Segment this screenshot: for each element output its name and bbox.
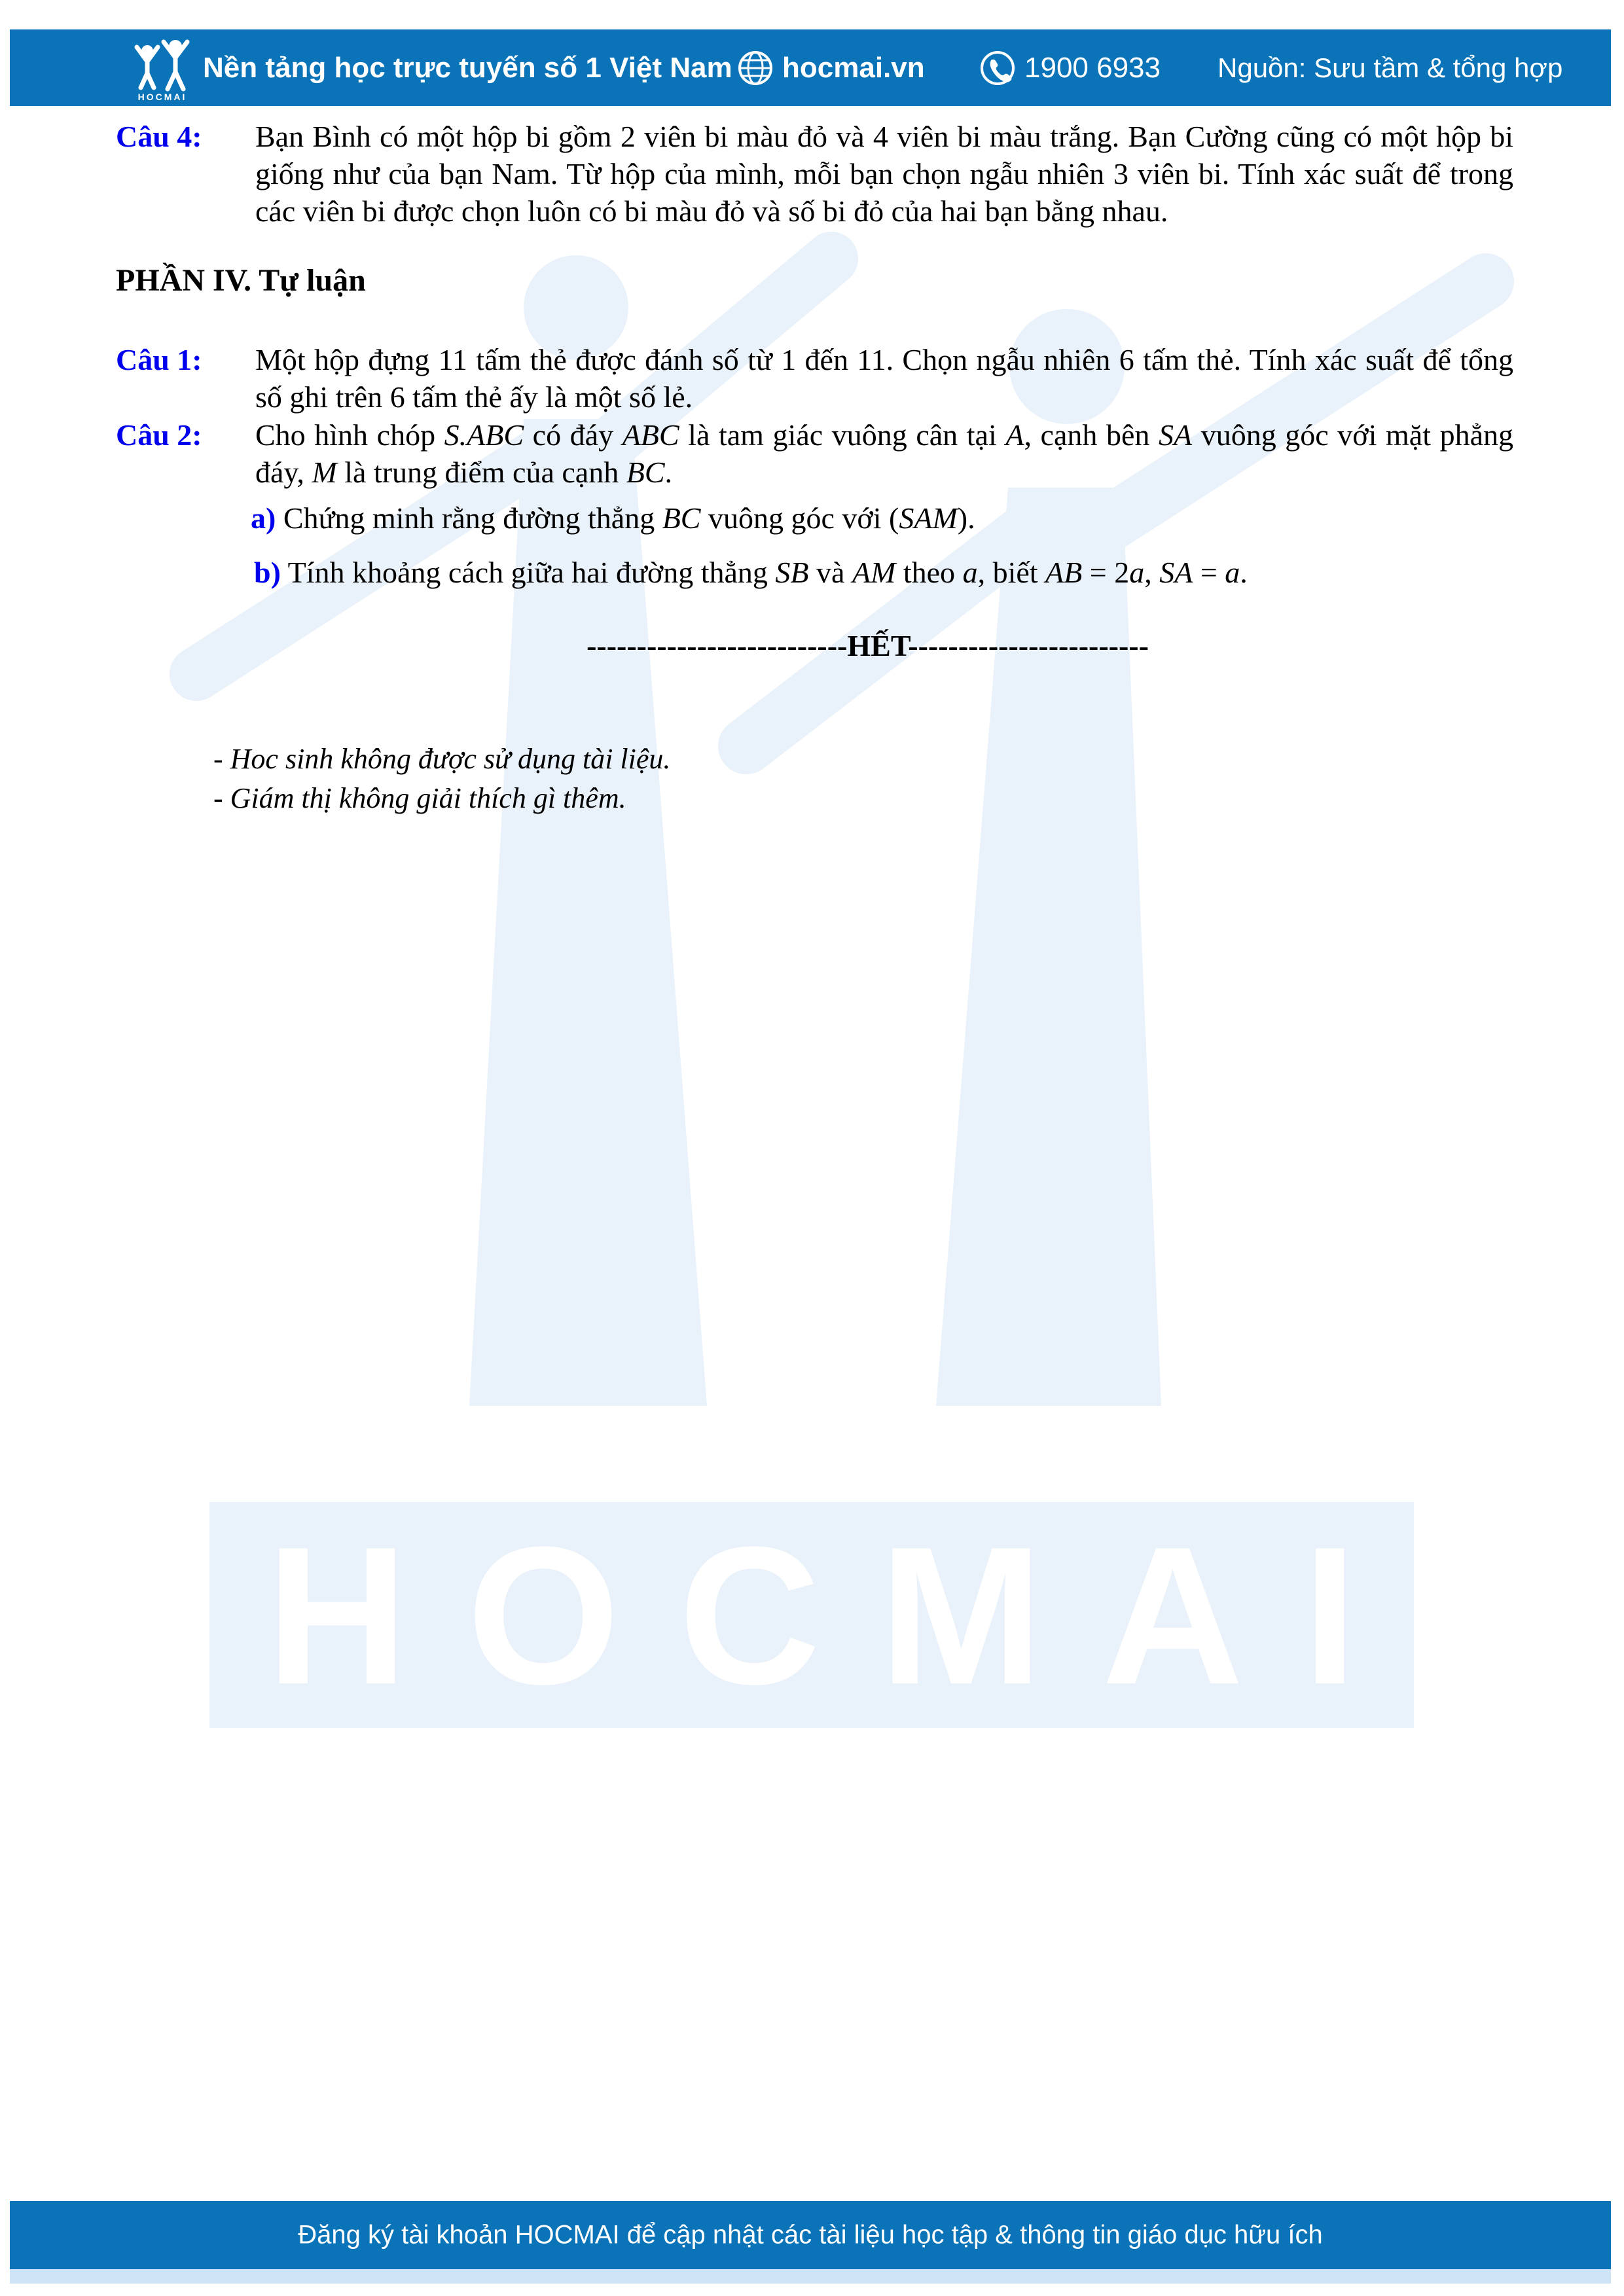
footer-accent-strip	[10, 2269, 1611, 2284]
footer-bar	[10, 2201, 1611, 2269]
note-no-materials: - Hoc sinh không được sử dụng tài liệu.	[213, 743, 671, 775]
header-bar	[10, 29, 1611, 106]
header-website: hocmai.vn	[782, 51, 925, 84]
cau2-part-b	[254, 554, 1248, 591]
footer-text: Đăng ký tài khoản HOCMAI để cập nhật các tài liệu học tập & thông tin giáo dục hữu ích	[298, 2220, 1323, 2250]
part-a-label: a)	[251, 501, 276, 535]
cau1-text: Một hộp đựng 11 tấm thẻ được đánh số từ 1 đến 11. Chọn ngẫu nhiên 6 tấm thẻ. Tính xác suất để tổng số ghi trên 6 tấm thẻ ấy là một số lẻ.	[255, 343, 1513, 414]
cau1-label: Câu 1:	[116, 343, 202, 376]
header-source: Nguồn: Sưu tầm & tổng hợp	[1218, 52, 1563, 83]
cau2-label: Câu 2:	[116, 418, 202, 452]
header-phone-number: 1900 6933	[1024, 51, 1161, 84]
phone-icon	[980, 50, 1015, 86]
svg-text:HOCMAI: HOCMAI	[137, 91, 187, 101]
cau4-label: Câu 4:	[116, 120, 202, 153]
hocmai-watermark-text: HOCMAI	[266, 1505, 1416, 1725]
part-b-text: Tính khoảng cách giữa hai đường thẳng SB và AM theo a, biết AB = 2a, SA = a.	[287, 556, 1248, 589]
hocmai-logo-icon	[124, 35, 203, 101]
cau2-part-a	[251, 499, 975, 537]
header-tagline: Nền tảng học trực tuyến số 1 Việt Nam	[203, 51, 732, 84]
note-no-explanation: - Giám thị không giải thích gì thêm.	[213, 782, 626, 814]
hocmai-watermark-box	[209, 1502, 1414, 1728]
section-heading: PHẦN IV. Tự luận	[116, 263, 366, 298]
cau4-text: Bạn Bình có một hộp bi gồm 2 viên bi màu đỏ và 4 viên bi màu trắng. Bạn Cường cũng có một hộp bi giống như của bạn Nam. Từ hộp của mình, mỗi bạn chọn ngẫu nhiên 3 viên bi. Tính xác suất để trong các viên bi được chọn luôn có bi màu đỏ và số bi đỏ của hai bạn bằng nhau.	[255, 120, 1513, 228]
part-b-label: b)	[254, 556, 281, 589]
end-marker: --------------------------HẾT------------------------	[586, 629, 1149, 662]
globe-icon	[738, 50, 773, 86]
part-a-text: Chứng minh rằng đường thẳng BC vuông góc với (SAM).	[283, 501, 975, 535]
cau2-intro: Cho hình chóp S.ABC có đáy ABC là tam giác vuông cân tại A, cạnh bên SA vuông góc với mặt phẳng đáy, M là trung điểm của cạnh BC.	[255, 418, 1513, 489]
